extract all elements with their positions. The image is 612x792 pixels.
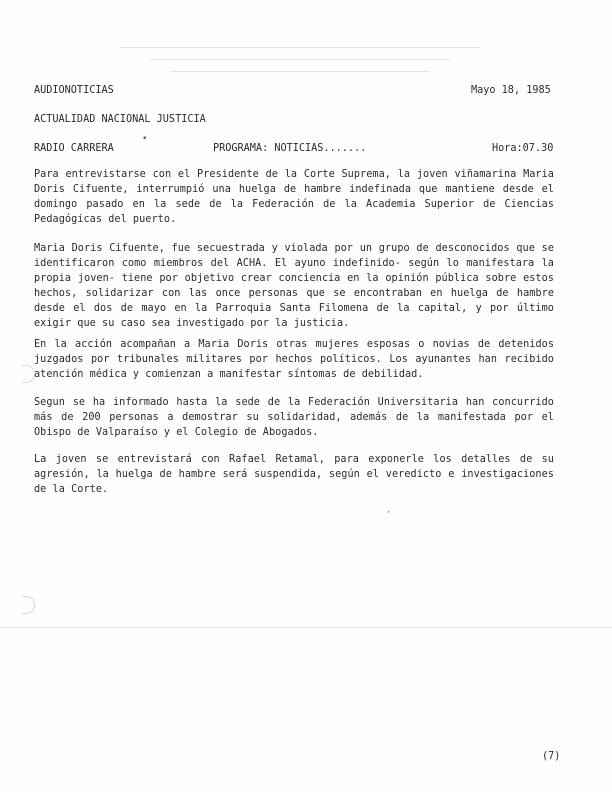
paragraph: Segun se ha informado hasta la sede de la Federación Universitaria han concurrido más de 200 personas a demostrar su solidaridad, además de la manifestada por el Obispo de Valparaíso y el Colegio de Abogados. (34, 397, 554, 438)
ink-speck: · (386, 508, 392, 518)
paragraph: Para entrevistarse con el Presidente de la Corte Suprema, la joven viñamarina Maria Doris Cifuente, interrumpió una huelga de hambre indefinada que mantiene desde el domingo pasado en la sede de la Federación de la Academia Superior de Ciencias Pedagógicas del puerto. (34, 169, 554, 225)
bleed-through-line (150, 59, 450, 60)
bleed-through-line (120, 47, 480, 48)
station-name: RADIO CARRERA (34, 143, 114, 154)
program-label: PROGRAMA: NOTICIAS....... (213, 143, 367, 154)
paragraph: La joven se entrevistará con Rafael Retamal, para exponerle los detalles de su agresión, la huelga de hambre será suspendida, según el veredicto e investigaciones de la Corte. (34, 454, 554, 495)
paragraph: Maria Doris Cifuente, fue secuestrada y violada por un grupo de desconocidos que se identificaron como miembros del ACHA. El ayuno indefinido- según lo manifestara la propia joven- tiene por objetivo crear conciencia en la opinión pública sobre estos hechos, solidarizar con las once personas que se encontraban en huelga de hambre desde el dos de mayo en la Parroquia Santa Filomena de la capital, y por último exigir que su caso sea investigado por la justicia. (34, 243, 554, 329)
punch-hole (22, 596, 35, 614)
fold-line (0, 627, 612, 628)
bleed-through-line (170, 71, 430, 72)
paragraph: En la acción acompañan a Maria Doris otras mujeres esposas o novias de detenidos juzgados por tribunales militares por hechos políticos. Los ayunantes han recibido atención médica y comienzan a manifestar síntomas de debilidad. (34, 339, 554, 380)
broadcast-time: Hora:07.30 (492, 143, 554, 154)
section-title: ACTUALIDAD NACIONAL JUSTICIA (34, 114, 206, 125)
ink-mark: • (142, 134, 148, 144)
program-name: AUDIONOTICIAS (34, 85, 114, 96)
document-date: Mayo 18, 1985 (471, 85, 551, 96)
page-number: (7) (542, 751, 561, 762)
